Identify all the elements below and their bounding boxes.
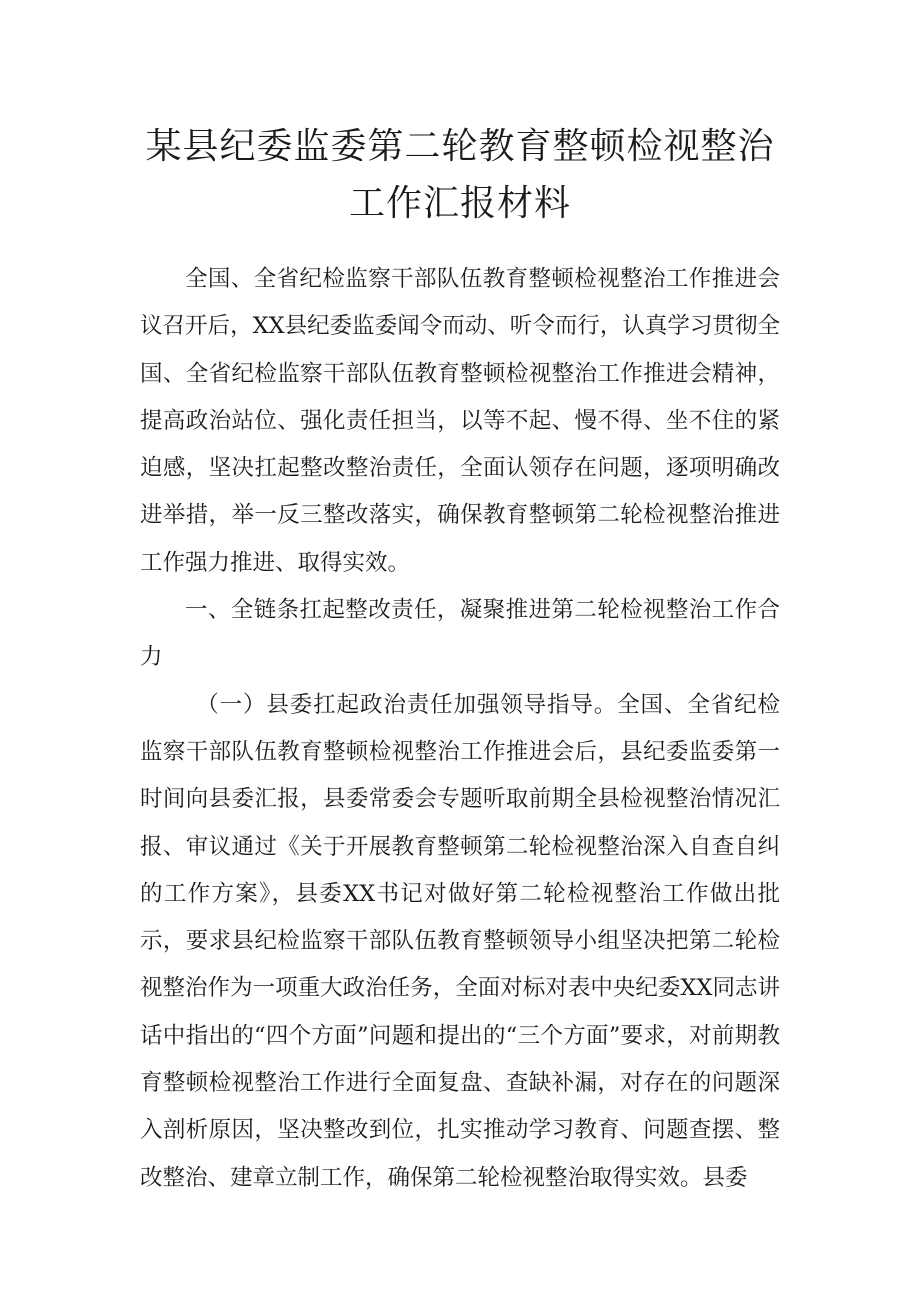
paragraph-intro: 全国、全省纪检监察干部队伍教育整顿检视整治工作推进会议召开后，XX县纪委监委闻令而动、听令而行，认真学习贯彻全国、全省纪检监察干部队伍教育整顿检视整治工作推进会精神，提高政治站位、强化责任担当，以等不起、慢不得、坐不住的紧迫感，坚决扛起整改整治责任，全面认领存在问题，逐项明确改进举措，举一反三整改落实，确保教育整顿第二轮检视整治推进工作强力推进、取得实效。 <box>140 266 780 576</box>
document-body <box>140 256 780 1202</box>
document-title: 某县纪委监委第二轮教育整顿检视整治工作汇报材料 <box>145 126 775 224</box>
section-heading-1: 一、全链条扛起整改责任，凝聚推进第二轮检视整治工作合力 <box>140 597 780 671</box>
paragraph-subsection-1: （一）县委扛起政治责任加强领导指导。全国、全省纪检监察干部队伍教育整顿检视整治工作推进会后，县纪委监委第一时间向县委汇报，县委常委会专题听取前期全县检视整治情况汇报、审议通过《关于开展教育整顿第二轮检视整治深入自查自纠的工作方案》，县委XX书记对做好第二轮检视整治工作做出批示，要求县纪检监察干部队伍教育整顿领导小组坚决把第二轮检视整治作为一项重大政治任务，全面对标对表中央纪委XX同志讲话中指出的“四个方面”问题和提出的“三个方面”要求，对前期教育整顿检视整治工作进行全面复盘、查缺补漏，对存在的问题深入剖析原因，坚决整改到位，扎实推动学习教育、问题查摆、整改整治、建章立制工作，确保第二轮检视整治取得实效。县委 <box>140 691 780 1191</box>
